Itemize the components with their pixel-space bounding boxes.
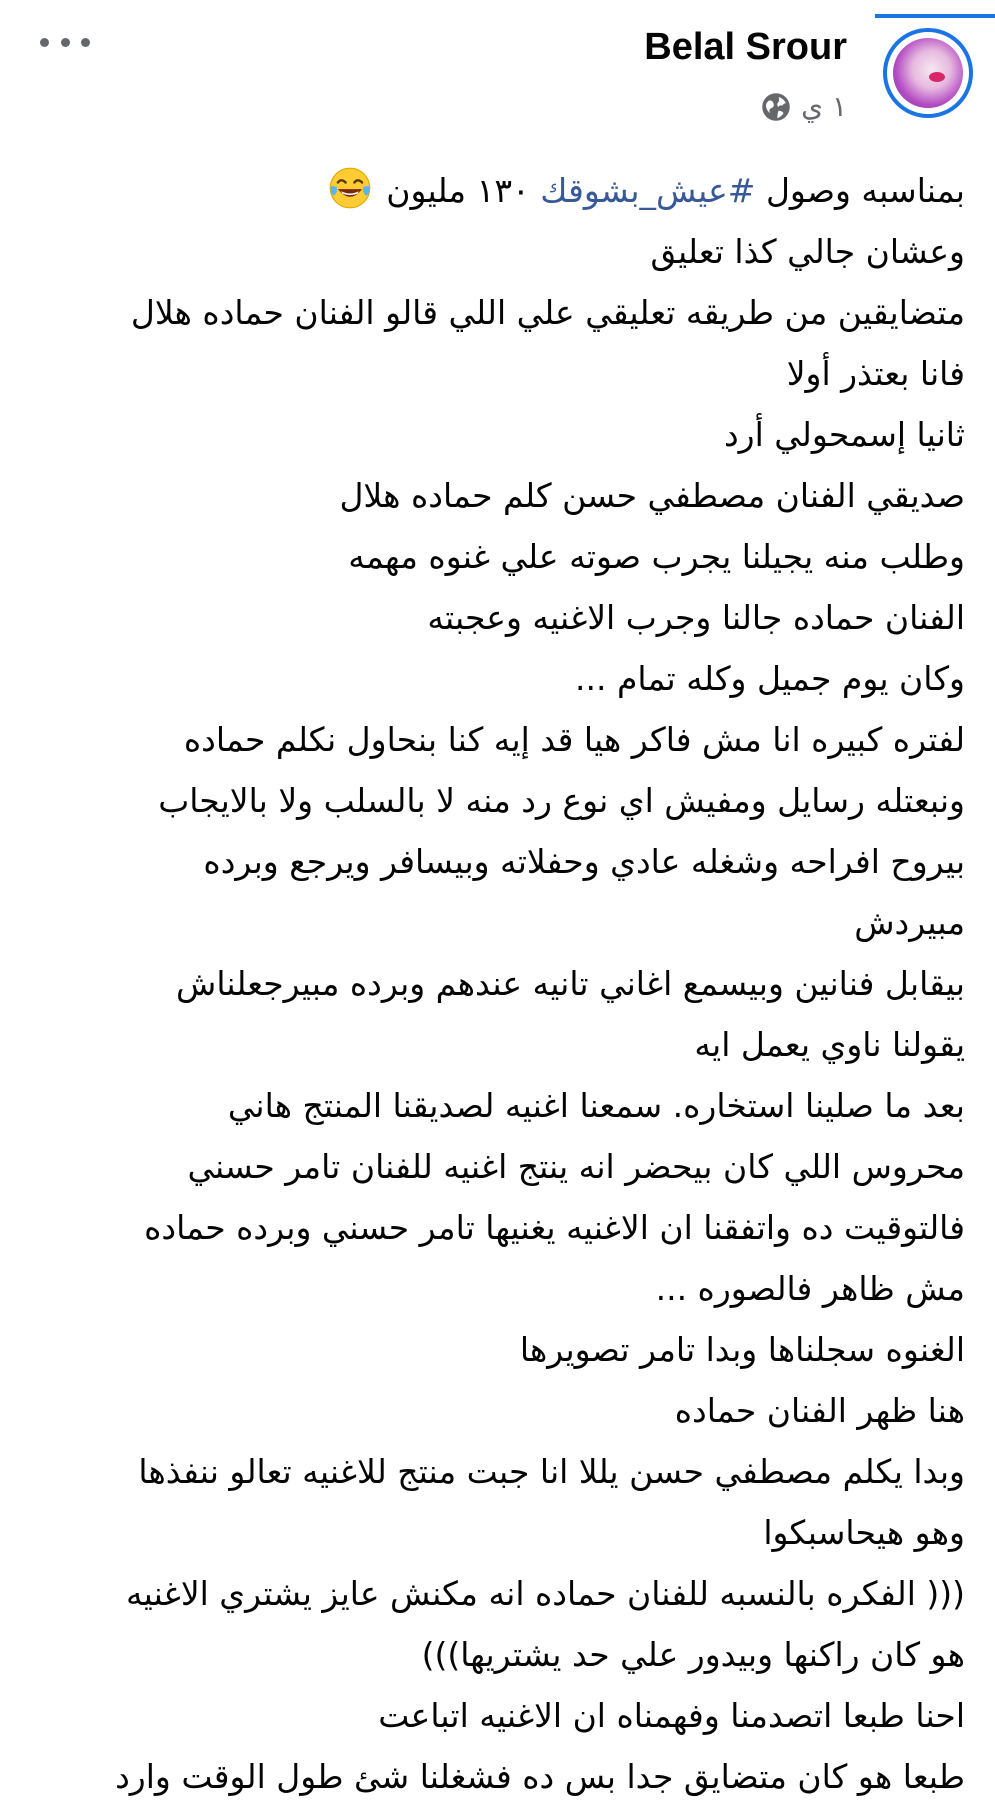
post-line: هنا ظهر الفنان حماده: [674, 1391, 965, 1430]
author-name[interactable]: Belal Srour: [644, 26, 847, 68]
post-line: وكان يوم جميل وكله تمام ...: [575, 659, 965, 698]
post-line: وطلب منه يجيلنا يجرب صوته علي غنوه مهمه: [348, 537, 965, 576]
post-line: فانا بعتذر أولا: [786, 354, 965, 393]
post-line: بيروح افراحه وشغله عادي وحفلاته وبيسافر ويرجع وبرده: [203, 842, 965, 881]
post-line: متضايقين من طريقه تعليقي علي اللي قالو الفنان حماده هلال: [130, 293, 965, 332]
post-line-first: [28, 160, 965, 221]
post-lines: [28, 221, 965, 1807]
post-text-intro: بمناسبه وصول: [765, 171, 965, 210]
post-line: الفنان حماده جالنا وجرب الاغنيه وعجبته: [427, 598, 965, 637]
post-line: مبيردش: [854, 903, 965, 942]
post-line: ثانيا إسمحولي أرد: [723, 415, 965, 454]
hashtag-link[interactable]: #عيش_بشوقك: [540, 171, 756, 210]
post-line: وبدا يكلم مصطفي حسن يللا انا جبت منتج للاغنيه تعالو ننفذها: [138, 1452, 965, 1491]
post-line: ((( الفكره بالنسبه للفنان حماده انه مكنش عايز يشتري الاغنيه: [125, 1574, 965, 1613]
post-line: لفتره كبيره انا مش فاكر هيا قد إيه كنا بنحاول نكلم حماده: [183, 720, 965, 759]
avatar[interactable]: [883, 28, 973, 118]
post-text: [28, 160, 965, 1807]
post-line: طبعا هو كان متضايق جدا بس ده فشغلنا شئ طول الوقت وارد: [115, 1757, 965, 1796]
more-icon-dot: [40, 38, 49, 47]
post-line: يقولنا ناوي يعمل ايه: [694, 1025, 965, 1064]
post-line: احنا طبعا اتصدمنا وفهمناه ان الاغنيه اتباعت: [378, 1696, 965, 1735]
post-meta: [761, 90, 847, 123]
post-line: مش ظاهر فالصوره ...: [655, 1269, 965, 1308]
post-line: محروس اللي كان بيحضر انه ينتج اغنيه للفنان تامر حسني: [187, 1147, 965, 1186]
post-line: بيقابل فنانين وبيسمع اغاني تانيه عندهم وبرده مبيرجعلناش: [176, 964, 965, 1003]
post-line: هو كان راكنها وبيدور علي حد يشتريها))): [421, 1635, 965, 1674]
post-header: [0, 0, 995, 150]
post-line: وهو هيحاسبكوا: [763, 1513, 965, 1552]
post-line: صديقي الفنان مصطفي حسن كلم حماده هلال: [339, 476, 965, 515]
post-line: بعد ما صلينا استخاره. سمعنا اغنيه لصديقنا المنتج هاني: [227, 1086, 965, 1125]
post-line: وعشان جالي كذا تعليق: [650, 232, 965, 271]
post-line: فالتوقيت ده واتفقنا ان الاغنيه يغنيها تامر حسني وبرده حماده: [144, 1208, 965, 1247]
avatar-image: [893, 38, 963, 108]
more-icon-dot: [81, 38, 90, 47]
post-line: الغنوه سجلناها وبدا تامر تصويرها: [519, 1330, 965, 1369]
globe-icon: [761, 92, 791, 122]
laughing-tears-emoji-icon: [328, 166, 372, 210]
post-line: ونبعتله رسايل ومفيش اي نوع رد منه لا بالسلب ولا بالايجاب: [158, 781, 965, 820]
post-text-count: ١٣٠ مليون: [386, 171, 530, 210]
post-time[interactable]: ١ ي: [801, 90, 847, 123]
avatar-mouth-detail: [929, 72, 945, 82]
more-icon-dot: [61, 38, 70, 47]
more-options-button[interactable]: [40, 24, 90, 60]
